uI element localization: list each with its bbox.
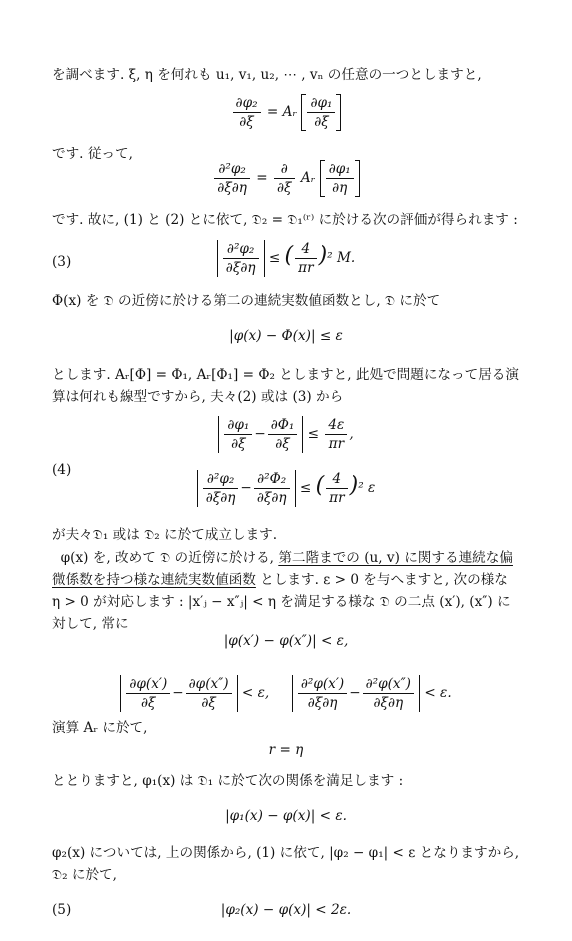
- equation-r: r = η: [268, 742, 304, 758]
- minus-sign: −: [349, 685, 361, 701]
- fraction-denominator: πr: [298, 260, 314, 276]
- minus-sign: −: [254, 426, 266, 442]
- le-sign: ≤: [268, 250, 281, 266]
- equation-phi1: |φ₁(x) − φ(x)| < ε.: [225, 808, 347, 824]
- equation-1: [0, 94, 572, 131]
- underlined-text: 第二階までの (u, v) に関する連続な偏: [278, 550, 513, 566]
- text-line: [52, 547, 522, 569]
- fraction: [214, 160, 250, 197]
- fraction-denominator: ∂ξ∂η: [217, 180, 247, 196]
- fraction-numerator: ∂: [274, 160, 295, 179]
- equation-continuity: |φ(x′) − φ(x″)| < ε,: [223, 633, 349, 649]
- fraction-denominator: ∂ξ: [275, 436, 290, 452]
- equation-number: (5): [52, 902, 72, 918]
- fraction-numerator: ∂φ(x″): [186, 675, 232, 694]
- absolute-value: [197, 470, 296, 507]
- comma: ,: [349, 426, 354, 442]
- paren-close: ): [349, 473, 359, 498]
- text-line: 算は何れも線型ですから, 夫々(2) 或は (3) から: [52, 389, 344, 405]
- fraction-numerator: ∂Φ₁: [268, 416, 298, 435]
- fraction: [186, 675, 232, 712]
- fraction: [326, 160, 354, 197]
- paren-open: (: [315, 473, 325, 498]
- absolute-value: [120, 675, 237, 712]
- text-line: [52, 569, 522, 591]
- equation-tail: ² ε: [358, 480, 376, 496]
- equation-4a: [0, 416, 572, 453]
- fraction-denominator: ∂ξ∂η: [205, 490, 236, 506]
- equation-derivatives: [0, 675, 572, 712]
- operator-A: Aᵣ: [300, 170, 316, 186]
- fraction-denominator: ∂ξ∂η: [225, 260, 256, 276]
- equation-number: (3): [52, 254, 72, 270]
- fraction: [274, 160, 295, 197]
- fraction: [224, 416, 252, 453]
- fraction: [203, 470, 239, 507]
- text-line: 演算 Aᵣ に於て,: [52, 720, 148, 736]
- fraction: [307, 94, 335, 131]
- text-line: です. 故に, (1) と (2) とに依て, 𝔇₂ = 𝔇₁⁽ʳ⁾ に於ける次の評価が得られます :: [52, 212, 518, 228]
- text-line: を調べます. ξ, η を何れも u₁, v₁, u₂, ⋯ , vₙ の任意の一つとしますと,: [52, 67, 482, 83]
- text-line: 𝔇₂ に於て,: [52, 867, 117, 883]
- fraction: [295, 240, 316, 277]
- equation-tail: < ε,: [241, 685, 270, 701]
- fraction-numerator: ∂φ(x′): [126, 675, 170, 694]
- fraction-denominator: ∂ξ: [277, 180, 292, 196]
- equation-tail: ² M.: [327, 250, 356, 266]
- paren-close: ): [318, 243, 328, 268]
- fraction-denominator: ∂ξ: [314, 114, 329, 130]
- fraction-denominator: ∂ξ: [141, 695, 156, 711]
- fraction: [254, 470, 290, 507]
- equation-5: |φ₂(x) − φ(x)| < 2ε.: [220, 902, 352, 918]
- fraction-denominator: ∂ξ∂η: [307, 695, 338, 711]
- le-sign: ≤: [299, 480, 312, 496]
- text-line: です. 従って,: [52, 146, 133, 162]
- fraction: [326, 470, 347, 507]
- equals-sign: =: [256, 170, 268, 186]
- fraction-numerator: ∂²φ(x″): [363, 675, 414, 694]
- fraction-numerator: ∂²φ₂: [223, 240, 259, 259]
- fraction-numerator: ∂φ₁: [224, 416, 252, 435]
- equation-2: [0, 160, 572, 197]
- equation-3: [0, 240, 572, 277]
- text-span: とします. ε > 0 を与へますと, 次の様な: [255, 572, 508, 588]
- text-line: Φ(x) を 𝔇 の近傍に於ける第二の連続実数値函数とし, 𝔇 に於て: [52, 293, 441, 309]
- fraction-numerator: ∂²φ(x′): [298, 675, 347, 694]
- fraction-denominator: ∂ξ: [201, 695, 216, 711]
- equation-number: (4): [52, 462, 72, 478]
- fraction: [223, 240, 259, 277]
- fraction-denominator: ∂ξ: [239, 114, 254, 130]
- fraction-numerator: ∂²φ₂: [203, 470, 239, 489]
- fraction-numerator: ∂φ₂: [233, 94, 261, 113]
- fraction-numerator: 4: [295, 240, 316, 259]
- absolute-value: [217, 240, 265, 277]
- fraction: [298, 675, 347, 712]
- underlined-text: 微係数を持つ様な連続実数値函数: [52, 572, 256, 588]
- equation-tail: < ε.: [424, 685, 452, 701]
- absolute-value: [292, 675, 420, 712]
- fraction: [126, 675, 170, 712]
- fraction-denominator: ∂ξ∂η: [373, 695, 404, 711]
- fraction-numerator: 4ε: [325, 416, 347, 435]
- fraction-denominator: πr: [329, 490, 345, 506]
- fraction-numerator: ∂²φ₂: [214, 160, 250, 179]
- bracket-group: [301, 94, 341, 131]
- fraction: [325, 416, 347, 453]
- text-line: η > 0 が対応します : |x′ⱼ − x″ⱼ| < η を満足する様な 𝔇 の二点 (x′), (x″) に: [52, 594, 511, 610]
- equation-4b: [0, 470, 572, 507]
- bracket-group: [320, 160, 360, 197]
- le-sign: ≤: [307, 426, 320, 442]
- fraction-denominator: ∂η: [332, 180, 348, 196]
- fraction-numerator: ∂φ₁: [307, 94, 335, 113]
- text-line: が夫々𝔇₁ 或は 𝔇₂ に於て成立します.: [52, 527, 278, 543]
- fraction-numerator: 4: [326, 470, 347, 489]
- absolute-value: [218, 416, 303, 453]
- equation-inequality: |φ(x) − Φ(x)| ≤ ε: [229, 328, 343, 344]
- paren-open: (: [284, 243, 294, 268]
- fraction: [363, 675, 414, 712]
- fraction: [268, 416, 298, 453]
- minus-sign: −: [172, 685, 184, 701]
- fraction-denominator: ∂ξ: [231, 436, 246, 452]
- text-line: 対して, 常に: [52, 616, 129, 632]
- text-span: φ(x) を, 改めて 𝔇 の近傍に於ける,: [60, 550, 279, 566]
- text-line: φ₂(x) については, 上の関係から, (1) に依て, |φ₂ − φ₁| < ε となりますから,: [52, 845, 520, 861]
- text-line: ととりますと, φ₁(x) は 𝔇₁ に於て次の関係を満足します :: [52, 773, 404, 789]
- fraction-numerator: ∂²Φ₂: [254, 470, 290, 489]
- fraction: [233, 94, 261, 131]
- text-line: とします. Aᵣ[Φ] = Φ₁, Aᵣ[Φ₁] = Φ₂ としますと, 此処で問題になって居る演: [52, 367, 519, 383]
- fraction-denominator: ∂ξ∂η: [256, 490, 287, 506]
- minus-sign: −: [240, 480, 252, 496]
- equation-text: = Aᵣ: [266, 104, 298, 120]
- fraction-denominator: πr: [328, 436, 345, 452]
- fraction-numerator: ∂φ₁: [326, 160, 354, 179]
